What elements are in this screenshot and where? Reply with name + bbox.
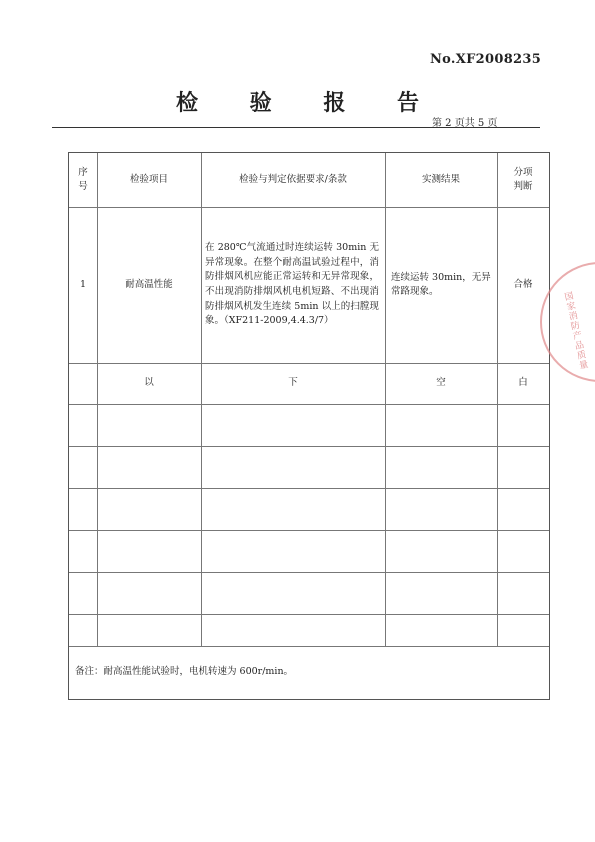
document-title: 检 验 报 告: [176, 90, 441, 116]
row1-item: 耐高温性能: [125, 278, 173, 290]
row1-verdict: 合格: [513, 278, 533, 290]
header-result: 实测结果: [421, 173, 460, 185]
header-verdict: 分项判断: [513, 166, 533, 192]
row-divider: [69, 446, 549, 447]
row-divider: [69, 404, 549, 405]
blank-marker-1: 以: [144, 377, 154, 389]
header-requirement: 检验与判定依据要求/条款: [239, 173, 347, 185]
blank-marker-3: 空: [436, 377, 446, 389]
row1-seq: 1: [79, 278, 87, 290]
header-item: 检验项目: [129, 173, 168, 185]
blank-marker-2: 下: [288, 377, 298, 389]
row-divider: [69, 572, 549, 573]
title-divider: [52, 127, 540, 128]
blank-marker-4: 白: [518, 377, 528, 389]
row-divider: [69, 488, 549, 489]
header-seq: 序号: [78, 166, 88, 192]
row-divider: [69, 614, 549, 615]
remarks: 备注：耐高温性能试验时，电机转速为 600r/min。: [75, 666, 294, 677]
row1-requirement: 在 280℃气流通过时连续运转 30min 无异常现象。在整个耐高温试验过程中，消防排烟风机应能正常运转和无异常现象，不出现消防排烟风机电机短路、不出现消防排烟风机发生连续 5min 以上的扫膛现象。（XF211-2009,4.4.3/7）: [205, 241, 379, 327]
row-divider: [69, 530, 549, 531]
seal-text: 国家消防产品质量: [561, 290, 589, 372]
row1-result: 连续运转 30min，无异常路现象。: [391, 271, 491, 297]
report-number: No.XF2008235: [430, 52, 542, 67]
row-divider: [69, 646, 549, 647]
inspection-table: [68, 152, 550, 700]
page-info: 第 2 页共 5 页: [432, 118, 498, 129]
